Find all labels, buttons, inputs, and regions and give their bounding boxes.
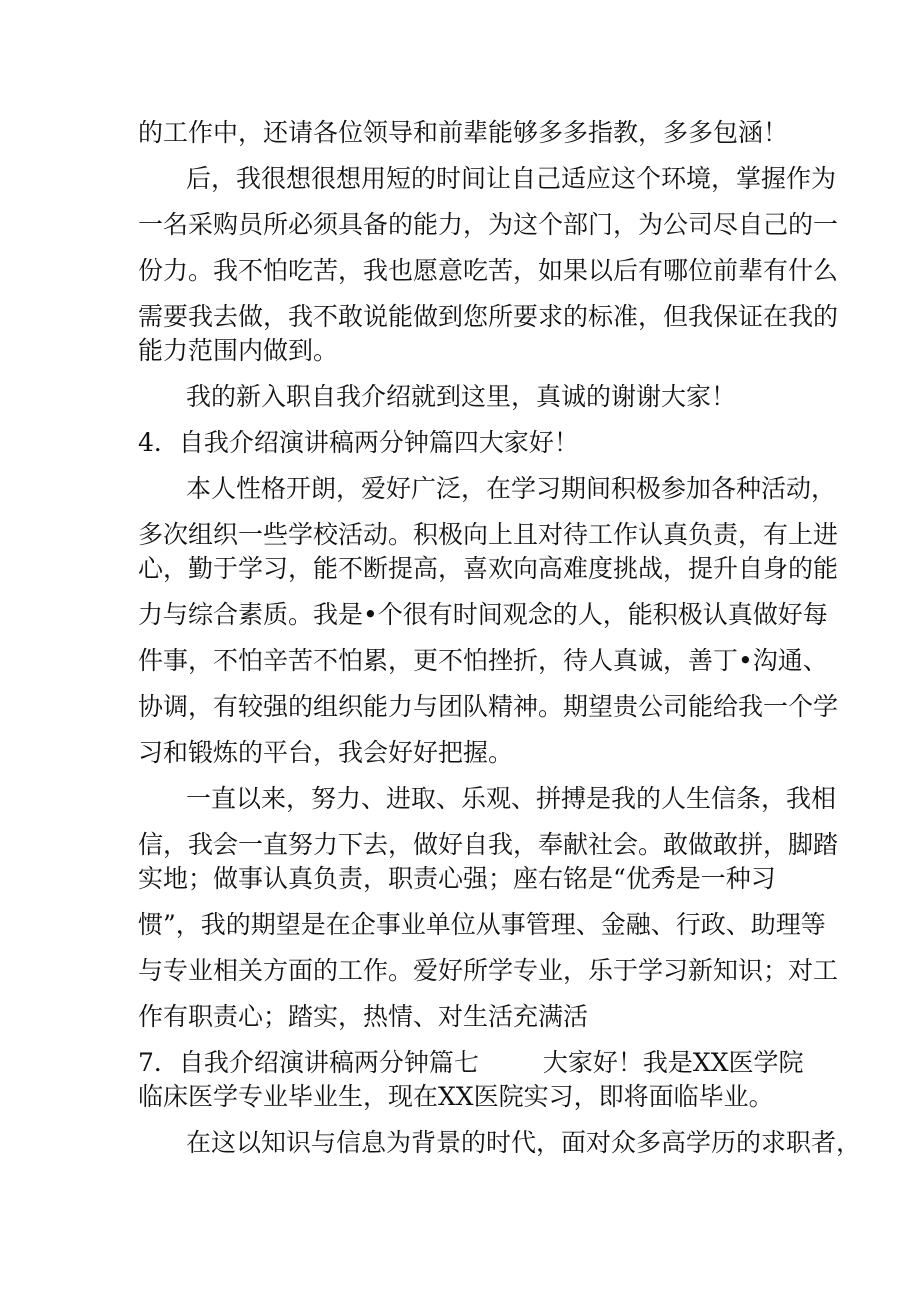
text-line-14: 协调，有较强的组织能力与团队精神。期望贵公司能给我一个学 [138,692,839,721]
text-line-12: 力与综合素质。我是•个很有时间观念的人，能积极认真做好每 [138,600,828,629]
section-heading-4: 4．自我介绍演讲稿两分钟篇四大家好！ [138,428,579,457]
text-line-15: 习和锻炼的平台，我会好好把握。 [138,738,514,767]
section-heading-7 [138,1046,920,1080]
text-line-10: 多次组织一些学校活动。积极向上且对待工作认真负责，有上进 [138,520,839,549]
text-line-23: 临床医学专业毕业生，现在XX医院实习，即将面临毕业。 [138,1082,774,1111]
text-line-20: 与专业相关方面的工作。爱好所学专业，乐于学习新知识；对工 [138,956,839,985]
text-line-19: 惯”，我的期望是在企事业单位从事管理、金融、行政、助理等 [138,910,826,939]
text-line-17: 信，我会一直努力下去，做好自我，奉献社会。敢做敢拼，脚踏 [138,830,839,859]
text-line-13: 件事，不怕辛苦不怕累，更不怕挫折，待人真诚，善丁•沟通、 [138,646,828,675]
text-line-2: 后，我很想很想用短的时间让自己适应这个环境，掌握作为 [186,164,837,193]
text-line-9: 本人性格开朗，爱好广泛，在学习期间积极参加各种活动， [186,474,837,503]
section-heading-7-title: 7．自我介绍演讲稿两分钟篇七 [138,1048,479,1077]
text-line-18: 实地；做事认真负责，职责心强；座右铭是“优秀是一种习 [138,864,776,893]
text-line-7: 我的新入职自我介绍就到这里，真诚的谢谢大家！ [186,382,737,411]
text-line-3: 一名采购员所必须具备的能力，为这个部门，为公司尽自己的一 [138,210,839,239]
section-heading-7-greeting: 大家好！我是XX医学院 [542,1048,804,1077]
text-line-6: 能力范围内做到。 [138,336,339,365]
text-line-16: 一直以来，努力、进取、乐观、拼搏是我的人生信条，我相 [186,784,837,813]
text-line-5: 需要我去做，我不敢说能做到您所要求的标准，但我保证在我的 [138,302,839,331]
text-line-11: 心，勤于学习，能不断提高，喜欢向高难度挑战，提升自身的能 [138,554,839,583]
text-line-21: 作有职责心；踏实，热情、对生活充满活 [138,1002,589,1031]
text-line-24: 在这以知识与信息为背景的时代，面对众多高学历的求职者， [186,1128,862,1157]
text-line-1: 的工作中，还请各位领导和前辈能够多多指教，多多包涵！ [138,118,789,147]
text-line-4: 份力。我不怕吃苦，我也愿意吃苦，如果以后有哪位前辈有什么 [138,256,839,285]
